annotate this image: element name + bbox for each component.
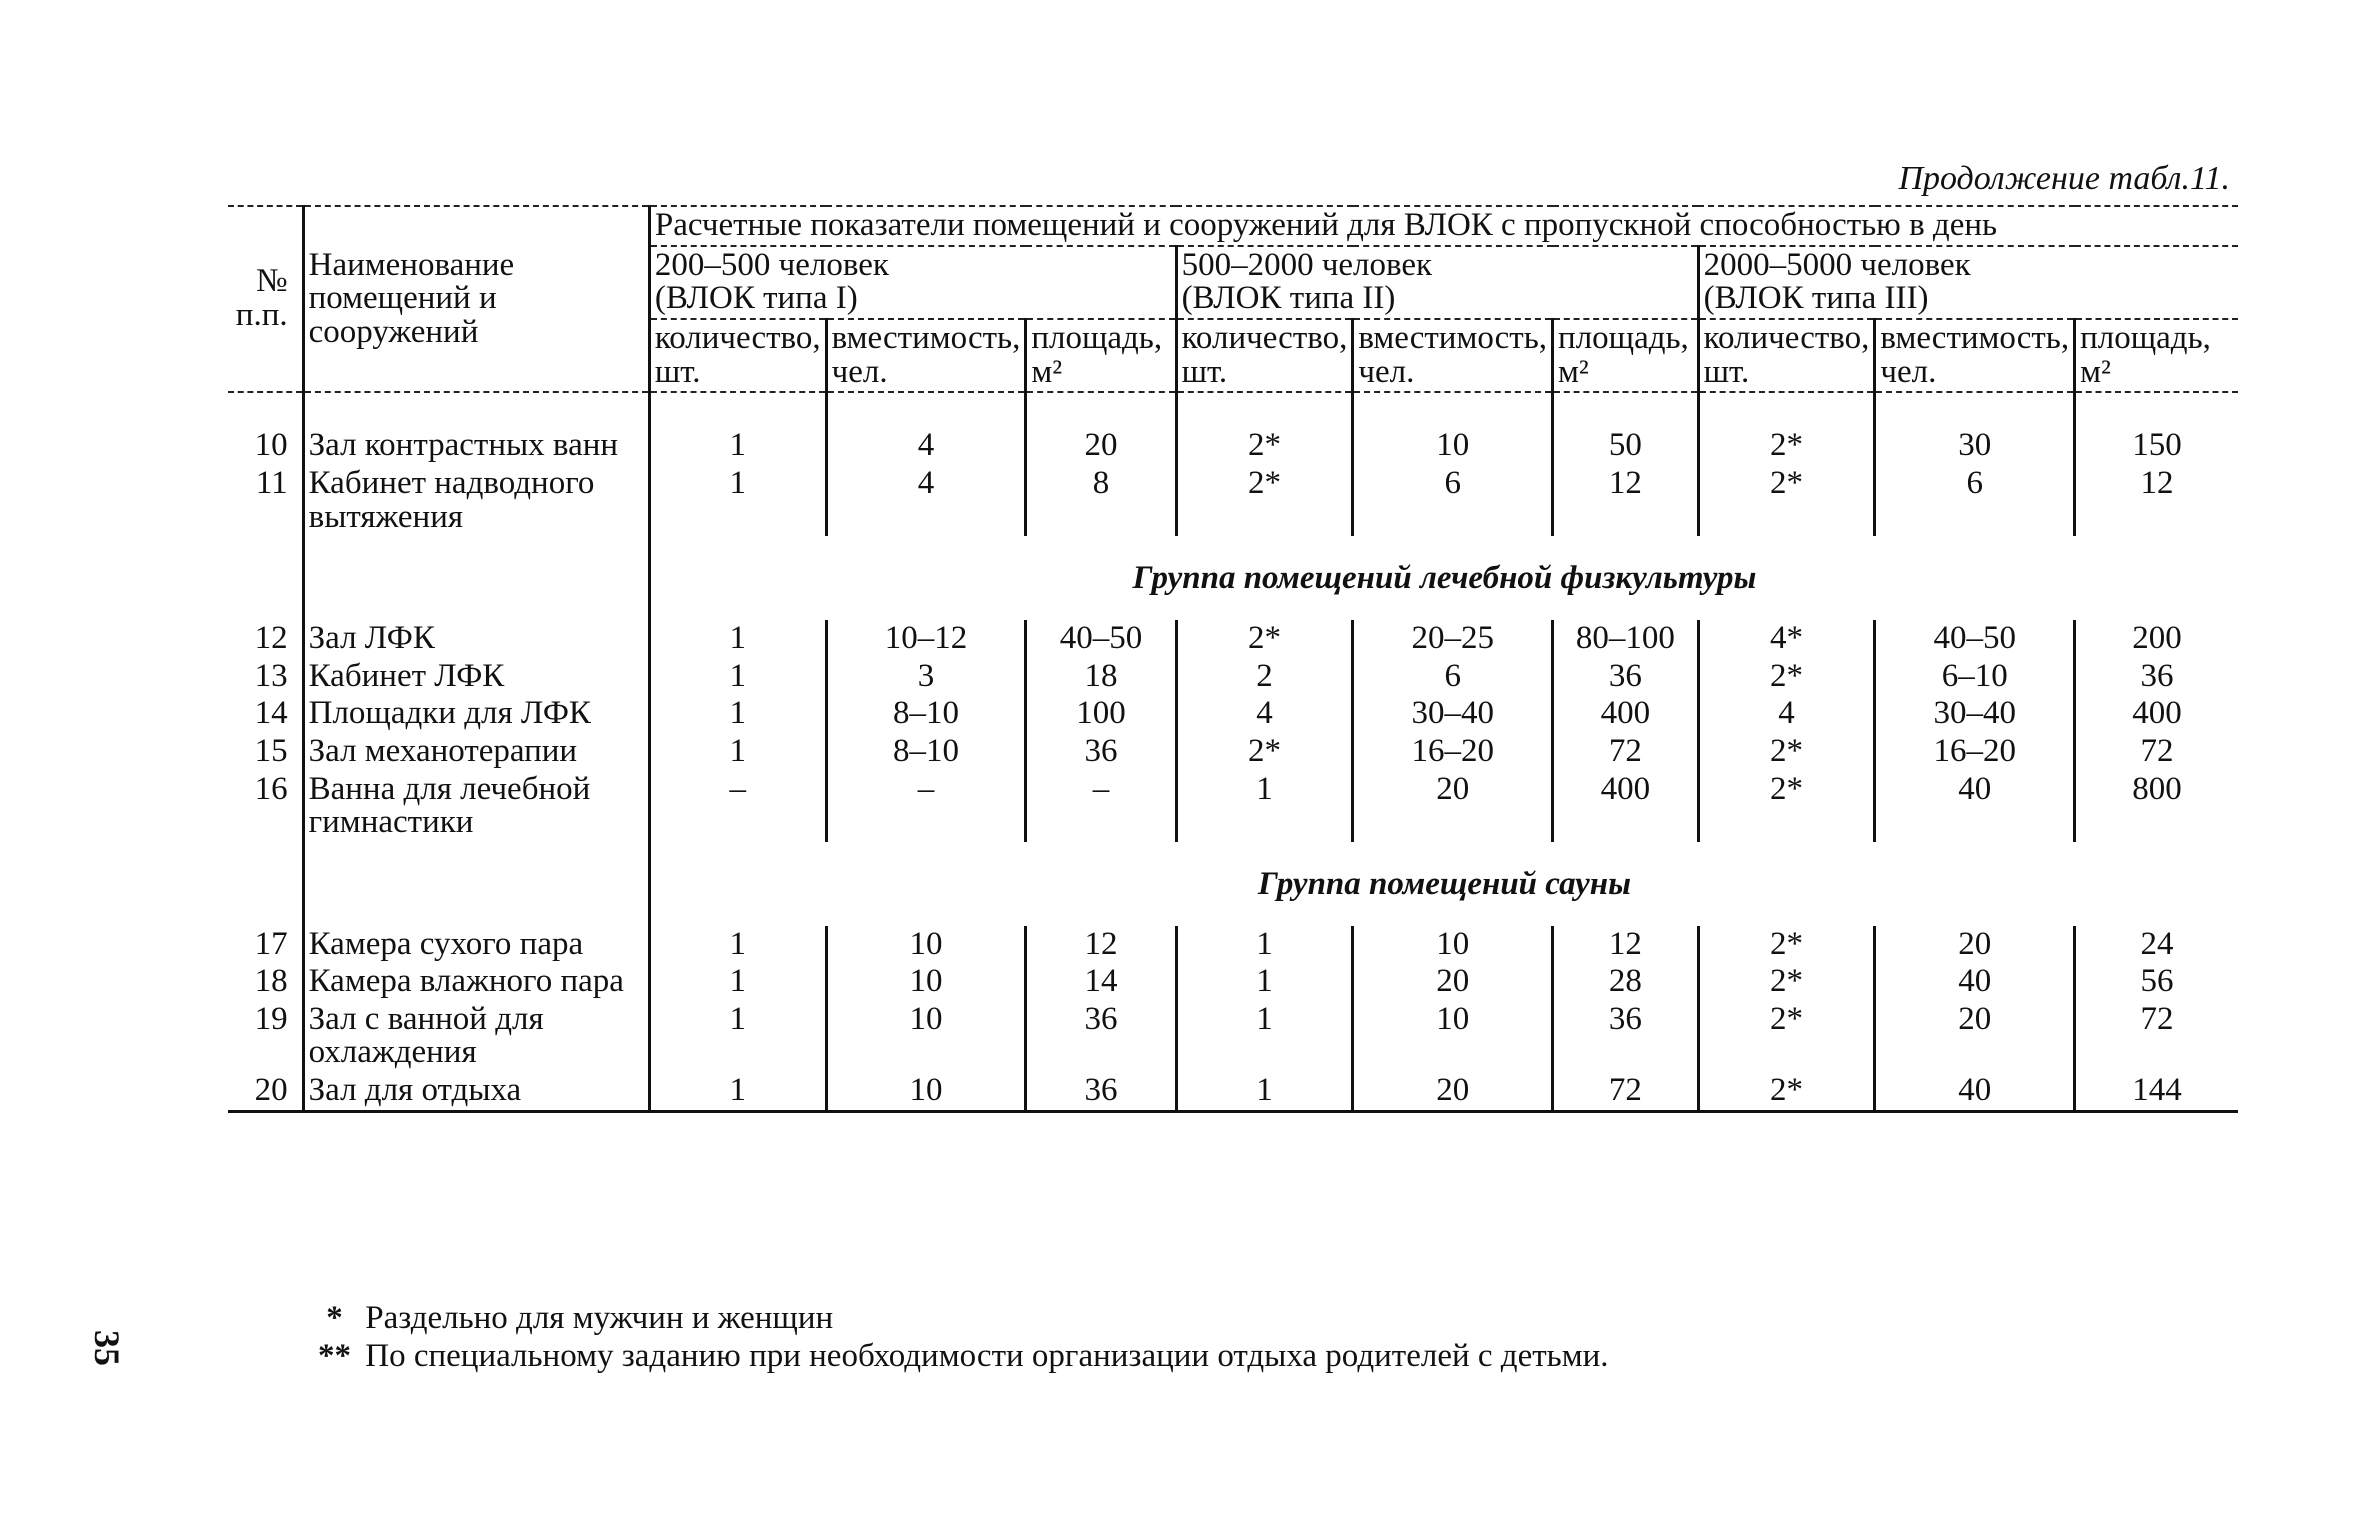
row-value: 1	[1176, 771, 1353, 842]
row-value: 10	[1353, 926, 1553, 964]
row-number: 14	[228, 695, 303, 733]
row-value: 40	[1875, 963, 2075, 1001]
row-value: 72	[2140, 732, 2174, 769]
row-value: 2*	[1698, 1001, 1875, 1072]
row-value: 1	[649, 427, 826, 465]
row-value: 8	[1026, 465, 1176, 536]
row-value: 1	[649, 926, 826, 964]
row-name: Кабинет ЛФК	[303, 658, 649, 696]
rooms-table	[228, 205, 2238, 1113]
row-value: 40	[1875, 1072, 2075, 1111]
row-value: 2*	[1698, 1072, 1875, 1111]
table-row	[228, 465, 2238, 536]
row-value: 400	[1553, 695, 1699, 733]
row-value: 6	[1353, 658, 1553, 696]
row-value: 3	[826, 658, 1026, 696]
row-value: 8–10	[826, 695, 1026, 733]
header-name: Наименование помещений и сооружений	[303, 206, 649, 392]
row-number: 13	[228, 658, 303, 696]
row-value: 12	[1553, 465, 1699, 536]
row-value: 12	[1026, 926, 1176, 964]
sub-cap: вместимость, чел.	[826, 319, 1026, 392]
row-value: 2*	[1698, 658, 1875, 696]
row-value: 10	[826, 963, 1026, 1001]
row-number: 20	[228, 1072, 303, 1111]
header-type-3: 2000–5000 человек (ВЛОК типа III)	[1698, 246, 2238, 319]
row-value: 10–12	[826, 620, 1026, 658]
sub-cap: вместимость, чел.	[1353, 319, 1553, 392]
row-value: 400	[2132, 695, 2182, 732]
row-number: 16	[228, 771, 303, 842]
sub-qty: количество, шт.	[1176, 319, 1353, 392]
row-value: 2*	[1176, 427, 1353, 465]
row-value: 150	[2132, 427, 2182, 464]
row-value: 30–40	[1353, 695, 1553, 733]
footnotes	[312, 1300, 1609, 1376]
row-value: 24	[2140, 925, 2174, 962]
row-value: 1	[1176, 963, 1353, 1001]
row-value: 1	[1176, 926, 1353, 964]
sub-area: площадь, м²	[1026, 319, 1176, 392]
row-value: 36	[1026, 1072, 1176, 1111]
header-group-title: Расчетные показатели помещений и сооружений для ВЛОК с пропускной способностью в день	[649, 206, 2238, 246]
row-value: 40	[1875, 771, 2075, 842]
table-row	[228, 620, 2238, 658]
row-value: 10	[826, 1001, 1026, 1072]
row-value: 12	[2140, 464, 2174, 501]
table-caption: Продолжение табл.11.	[1898, 160, 2230, 197]
row-value: 16–20	[1353, 733, 1553, 771]
row-value: 6	[1353, 465, 1553, 536]
row-value: 100	[1026, 695, 1176, 733]
group-title: Группа помещений лечебной физкультуры	[1132, 560, 1757, 597]
row-value: 80–100	[1553, 620, 1699, 658]
row-value: 2*	[1698, 427, 1875, 465]
row-value: 144	[2132, 1072, 2182, 1109]
row-value: 12	[1553, 926, 1699, 964]
row-value: 36	[2140, 657, 2174, 694]
row-value: 20	[1353, 963, 1553, 1001]
row-name: Зал с ванной для охлаждения	[303, 1001, 649, 1072]
row-name: Зал контрастных ванн	[303, 427, 649, 465]
row-value: 20	[1026, 427, 1176, 465]
sub-area: площадь, м²	[2075, 319, 2238, 392]
table-row	[228, 427, 2238, 465]
row-value: 4	[826, 465, 1026, 536]
row-value: 40–50	[1026, 620, 1176, 658]
table-body	[228, 392, 2238, 1111]
row-value: 2*	[1698, 465, 1875, 536]
row-value: 56	[2140, 963, 2174, 1000]
row-value: 2*	[1698, 926, 1875, 964]
row-value: 1	[1176, 1072, 1353, 1111]
row-name: Зал ЛФК	[303, 620, 649, 658]
table-row	[228, 963, 2238, 1001]
row-value: 1	[649, 1072, 826, 1111]
row-name: Ванна для лечебной гимнастики	[303, 771, 649, 842]
row-value: 2*	[1176, 620, 1353, 658]
row-value: 2*	[1698, 733, 1875, 771]
row-number: 19	[228, 1001, 303, 1072]
sub-cap: вместимость, чел.	[1875, 319, 2075, 392]
row-number: 12	[228, 620, 303, 658]
row-value: 10	[826, 926, 1026, 964]
row-value: 4	[826, 427, 1026, 465]
footnote: ** По специальному заданию при необходимости организации отдыха родителей с детьми.	[318, 1337, 1609, 1374]
row-value: 40–50	[1875, 620, 2075, 658]
row-value: 2*	[1698, 771, 1875, 842]
row-value: 20	[1875, 1001, 2075, 1072]
table-row	[228, 658, 2238, 696]
row-value: 72	[2140, 1000, 2174, 1037]
row-value: 30–40	[1875, 695, 2075, 733]
row-value: –	[649, 771, 826, 842]
row-value: 72	[1553, 1072, 1699, 1111]
row-value: 1	[1176, 1001, 1353, 1072]
footnote: * Раздельно для мужчин и женщин	[326, 1300, 834, 1336]
row-value: 36	[1553, 658, 1699, 696]
row-number: 15	[228, 733, 303, 771]
row-name: Кабинет надводного вытяжения	[303, 465, 649, 536]
row-value: 1	[649, 465, 826, 536]
row-value: 2*	[1176, 733, 1353, 771]
row-value: 1	[649, 963, 826, 1001]
table-header	[228, 206, 2238, 392]
row-value: –	[1026, 771, 1176, 842]
row-value: 1	[649, 733, 826, 771]
page-number: 35	[87, 1330, 127, 1366]
row-value: 800	[2132, 770, 2182, 807]
row-value: –	[826, 771, 1026, 842]
table-row	[228, 1072, 2238, 1111]
row-value: 16–20	[1875, 733, 2075, 771]
header-no: № п.п.	[228, 206, 303, 392]
table-row	[228, 926, 2238, 964]
row-value: 4*	[1698, 620, 1875, 658]
row-value: 10	[826, 1072, 1026, 1111]
row-value: 2*	[1698, 963, 1875, 1001]
row-number: 17	[228, 926, 303, 964]
sub-area: площадь, м²	[1553, 319, 1699, 392]
row-value: 20	[1875, 926, 2075, 964]
row-value: 30	[1875, 427, 2075, 465]
group-row	[228, 536, 2238, 620]
row-value: 20–25	[1353, 620, 1553, 658]
group-title: Группа помещений сауны	[1257, 865, 1632, 902]
row-number: 11	[228, 465, 303, 536]
row-value: 14	[1026, 963, 1176, 1001]
row-value: 36	[1026, 733, 1176, 771]
row-name: Зал для отдыха	[303, 1072, 649, 1111]
row-value: 2	[1176, 658, 1353, 696]
row-number: 10	[228, 427, 303, 465]
row-value: 28	[1553, 963, 1699, 1001]
header-type-1: 200–500 человек (ВЛОК типа I)	[649, 246, 1176, 319]
header-type-2: 500–2000 человек (ВЛОК типа II)	[1176, 246, 1698, 319]
row-name: Камера влажного пара	[303, 963, 649, 1001]
row-value: 72	[1553, 733, 1699, 771]
row-name: Зал механотерапии	[303, 733, 649, 771]
table-row	[228, 771, 2238, 842]
row-value: 1	[649, 1001, 826, 1072]
row-value: 200	[2132, 619, 2182, 656]
row-value: 4	[1176, 695, 1353, 733]
row-value: 2*	[1176, 465, 1353, 536]
row-value: 1	[649, 695, 826, 733]
row-value: 36	[1026, 1001, 1176, 1072]
row-name: Камера сухого пара	[303, 926, 649, 964]
row-value: 20	[1353, 1072, 1553, 1111]
group-row	[228, 842, 2238, 926]
row-value: 1	[649, 658, 826, 696]
sub-qty: количество, шт.	[649, 319, 826, 392]
row-value: 20	[1353, 771, 1553, 842]
row-value: 4	[1698, 695, 1875, 733]
row-value: 10	[1353, 1001, 1553, 1072]
table-row	[228, 733, 2238, 771]
row-value: 6–10	[1875, 658, 2075, 696]
row-value: 50	[1553, 427, 1699, 465]
sub-qty: количество, шт.	[1698, 319, 1875, 392]
row-value: 400	[1553, 771, 1699, 842]
row-value: 18	[1026, 658, 1176, 696]
row-number: 18	[228, 963, 303, 1001]
row-value: 36	[1553, 1001, 1699, 1072]
table-row	[228, 695, 2238, 733]
row-value: 8–10	[826, 733, 1026, 771]
row-value: 6	[1875, 465, 2075, 536]
table-row	[228, 1001, 2238, 1072]
row-name: Площадки для ЛФК	[303, 695, 649, 733]
row-value: 1	[649, 620, 826, 658]
row-value: 10	[1353, 427, 1553, 465]
